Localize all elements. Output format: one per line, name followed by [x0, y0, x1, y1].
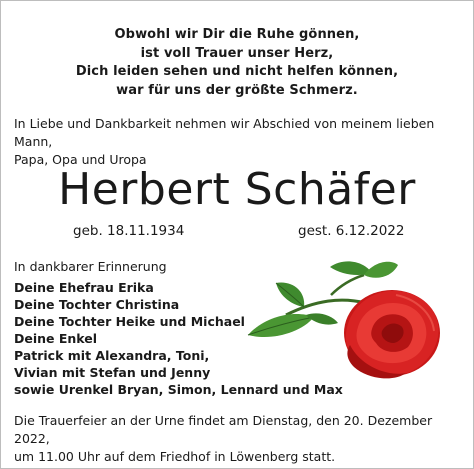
mourner-entry: Deine Tochter Heike und Michael: [14, 314, 245, 329]
poem-line: war für uns der größte Schmerz.: [116, 82, 358, 98]
mourner-entry: Deine Tochter Christina: [14, 297, 180, 312]
mourner-entry: Vivian mit Stefan und Jenny: [14, 365, 211, 380]
deceased-name: Herbert Schäfer: [58, 164, 416, 215]
mourner-entry: sowie Urenkel Bryan, Simon, Lennard und Max: [14, 382, 343, 397]
mourner-entry: Deine Enkel: [14, 331, 98, 346]
service-line: um 11.00 Uhr auf dem Friedhof in Löwenberg statt.: [14, 449, 336, 464]
intro-line: In Liebe und Dankbarkeit nehmen wir Abschied von meinem lieben Mann,: [14, 116, 435, 149]
death-date: gest. 6.12.2022: [298, 223, 405, 239]
poem-line: ist voll Trauer unser Herz,: [140, 45, 334, 61]
rose-image: [246, 255, 446, 390]
service-line: Die Trauerfeier an der Urne findet am Dienstag, den 20. Dezember 2022,: [14, 413, 433, 446]
poem-line: Dich leiden sehen und nicht helfen können,: [75, 64, 399, 79]
poem-line: Obwohl wir Dir die Ruhe gönnen,: [114, 27, 360, 42]
mourner-entry: Deine Ehefrau Erika: [14, 280, 154, 295]
funeral-service-info: [14, 412, 469, 466]
mourner-entry: Patrick mit Alexandra, Toni,: [14, 348, 210, 363]
poem: [0, 26, 474, 100]
intro-line: Papa, Opa und Uropa: [14, 152, 147, 167]
birth-date: geb. 18.11.1934: [73, 223, 185, 239]
farewell-intro: [14, 115, 464, 169]
memory-label: In dankbarer Erinnerung: [14, 259, 167, 274]
